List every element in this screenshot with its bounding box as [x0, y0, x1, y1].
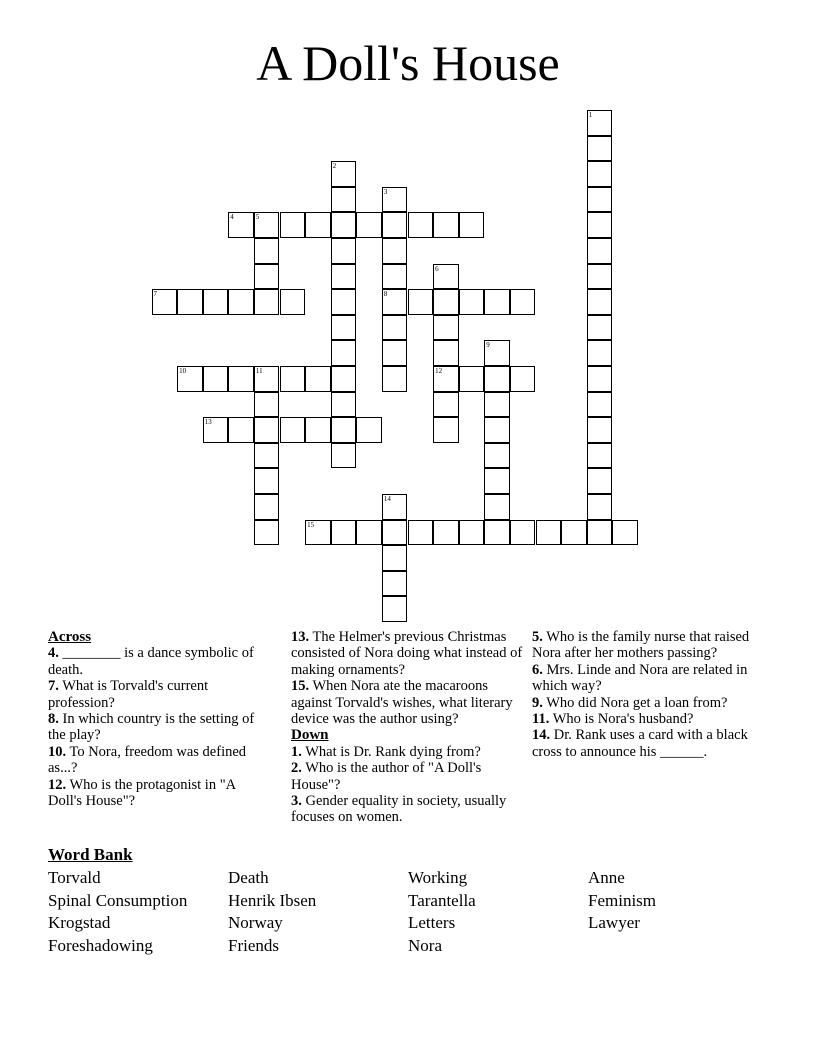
word-bank-item: Nora [408, 936, 442, 956]
clue-number: 5 [255, 213, 260, 222]
clues-column-1 [48, 629, 270, 809]
word-bank-column-3 [408, 867, 476, 958]
crossword-cell[interactable] [587, 443, 613, 469]
crossword-cell[interactable] [331, 264, 357, 290]
crossword-cell[interactable] [510, 520, 536, 546]
down-heading: Down [291, 727, 329, 744]
crossword-cell[interactable] [382, 315, 408, 341]
crossword-cell-9[interactable] [484, 340, 510, 366]
clue-number: 7 [153, 290, 157, 299]
crossword-cell[interactable] [587, 315, 613, 341]
crossword-cell[interactable] [587, 417, 613, 443]
crossword-cell-14[interactable] [382, 494, 408, 520]
clue-number: 13 [204, 418, 212, 427]
crossword-cell[interactable] [280, 366, 306, 392]
crossword-cell[interactable] [331, 366, 357, 392]
clue-down-3: 3. Gender equality in society, usually focuses on women. [291, 793, 507, 826]
crossword-cell-10[interactable] [177, 366, 203, 392]
crossword-cell[interactable] [254, 264, 280, 290]
crossword-cell[interactable] [203, 289, 229, 315]
crossword-cell[interactable] [382, 545, 408, 571]
clue-number: 12 [435, 367, 443, 375]
crossword-cell-2[interactable] [331, 161, 357, 187]
crossword-cell-4[interactable] [228, 212, 254, 238]
clue-number: 4 [230, 213, 234, 222]
crossword-cell[interactable] [459, 289, 485, 315]
crossword-cell-8[interactable] [382, 289, 408, 315]
crossword-cell[interactable] [587, 136, 613, 162]
crossword-cell[interactable] [382, 366, 408, 392]
crossword-cell[interactable] [587, 212, 613, 238]
crossword-cell[interactable] [459, 212, 485, 238]
crossword-cell[interactable] [433, 340, 459, 366]
word-bank-item: Feminism [588, 890, 657, 910]
word-bank-item: Spinal Consumption [48, 890, 188, 910]
crossword-cell[interactable] [484, 366, 510, 392]
crossword-cell[interactable] [536, 520, 562, 546]
crossword-cell-3[interactable] [382, 187, 408, 213]
clue-number: 3 [383, 187, 388, 196]
clue-number: 1 [588, 111, 593, 119]
crossword-cell[interactable] [587, 340, 613, 366]
crossword-cell[interactable] [433, 289, 459, 315]
crossword-cell[interactable] [433, 392, 459, 418]
clue-down-5: 5. Who is the family nurse that raised Nora after her mothers passing? [532, 629, 750, 662]
clue-number: 10 [179, 367, 187, 375]
crossword-cell[interactable] [356, 417, 382, 443]
crossword-cell-1[interactable] [587, 110, 613, 136]
word-bank-item: Anne [588, 868, 625, 887]
crossword-cell[interactable] [177, 289, 203, 315]
crossword-cell[interactable] [382, 340, 408, 366]
word-bank-column-4 [588, 867, 656, 935]
crossword-cell[interactable] [331, 520, 357, 546]
word-bank-item: Friends [228, 936, 279, 956]
word-bank-item: Death [228, 868, 269, 887]
word-bank-column-2 [228, 867, 316, 958]
crossword-cell[interactable] [587, 392, 613, 418]
crossword-cell[interactable] [484, 289, 510, 315]
clue-down-14: 14. Dr. Rank uses a card with a black cross to announce his ______. [532, 727, 748, 760]
crossword-cell[interactable] [331, 443, 357, 469]
word-bank-item: Foreshadowing [48, 936, 153, 956]
clue-across-13: 13. The Helmer's previous Christmas consisted of Nora doing what instead of making ornaments? [291, 629, 523, 678]
crossword-cell[interactable] [484, 468, 510, 494]
crossword-cell[interactable] [510, 366, 536, 392]
crossword-cell[interactable] [587, 238, 613, 264]
crossword-cell[interactable] [408, 289, 434, 315]
word-bank-item: Norway [228, 913, 283, 933]
crossword-cell[interactable] [331, 315, 357, 341]
crossword-cell[interactable] [280, 289, 306, 315]
crossword-cell[interactable] [305, 417, 331, 443]
clue-number: 15 [307, 520, 315, 529]
crossword-cell-7[interactable] [152, 289, 178, 315]
crossword-cell[interactable] [459, 366, 485, 392]
crossword-cell[interactable] [382, 596, 408, 622]
crossword-cell[interactable] [356, 212, 382, 238]
crossword-cell[interactable] [561, 520, 587, 546]
crossword-cell[interactable] [382, 238, 408, 264]
crossword-cell[interactable] [228, 289, 254, 315]
crossword-cell[interactable] [587, 161, 613, 187]
clue-down-6: 6. Mrs. Linde and Nora are related in which way? [532, 661, 748, 695]
crossword-cell[interactable] [433, 212, 459, 238]
crossword-cell[interactable] [510, 289, 536, 315]
word-bank-item: Torvald [48, 868, 101, 887]
crossword-cell[interactable] [254, 443, 280, 469]
crossword-cell[interactable] [382, 520, 408, 546]
clue-across-15: 15. When Nora ate the macaroons against Torvald's wishes, what literary device was the author using? [291, 678, 513, 728]
crossword-cell[interactable] [305, 212, 331, 238]
clues-column-2 [291, 629, 531, 826]
clue-across-4: 4. ________ is a dance symbolic of death. [48, 645, 254, 678]
crossword-cell[interactable] [587, 264, 613, 290]
crossword-cell[interactable] [587, 366, 613, 392]
word-bank-item: Tarantella [408, 890, 476, 910]
crossword-cell-12[interactable] [433, 366, 459, 392]
crossword-cell[interactable] [587, 187, 613, 213]
clue-number: 6 [435, 264, 439, 273]
crossword-cell[interactable] [331, 340, 357, 366]
crossword-cell[interactable] [382, 571, 408, 597]
across-heading: Across [48, 629, 92, 645]
crossword-cell[interactable] [459, 520, 485, 546]
crossword-cell[interactable] [228, 366, 254, 392]
clue-across-12: 12. Who is the protagonist in "A Doll's House"? [48, 776, 236, 810]
crossword-cell[interactable] [587, 494, 613, 520]
crossword-cell[interactable] [408, 212, 434, 238]
clue-down-11: 11. Who is Nora's husband? [532, 711, 694, 728]
crossword-cell[interactable] [331, 392, 357, 418]
crossword-cell[interactable] [280, 417, 306, 443]
clue-down-1: 1. What is Dr. Rank dying from? [291, 743, 481, 760]
crossword-cell[interactable] [433, 315, 459, 341]
crossword-cell[interactable] [484, 520, 510, 546]
crossword-cell[interactable] [612, 520, 638, 546]
clue-across-8: 8. In which country is the setting of the play? [48, 711, 255, 744]
crossword-cell-5[interactable] [254, 212, 280, 238]
clue-number: 14 [383, 495, 391, 503]
crossword-cell[interactable] [484, 417, 510, 443]
crossword-cell[interactable] [433, 417, 459, 443]
crossword-cell[interactable] [254, 238, 280, 264]
crossword-cell-6[interactable] [433, 264, 459, 290]
crossword-cell[interactable] [382, 212, 408, 238]
crossword-cell[interactable] [484, 443, 510, 469]
crossword-cell[interactable] [331, 212, 357, 238]
word-bank-item: Letters [408, 913, 456, 933]
word-bank-item: Henrik Ibsen [228, 890, 317, 910]
crossword-cell[interactable] [305, 366, 331, 392]
crossword-cell[interactable] [228, 417, 254, 443]
clue-number: 9 [486, 341, 490, 350]
crossword-cell[interactable] [587, 289, 613, 315]
clue-across-7: 7. What is Torvald's current profession? [48, 678, 209, 711]
crossword-cell[interactable] [331, 289, 357, 315]
crossword-cell[interactable] [203, 366, 229, 392]
crossword-cell[interactable] [331, 417, 357, 443]
word-bank-item: Lawyer [588, 913, 640, 933]
clue-number: 2 [332, 162, 337, 171]
crossword-cell[interactable] [356, 520, 382, 546]
clue-down-9: 9. Who did Nora get a loan from? [532, 694, 728, 711]
crossword-cell[interactable] [254, 392, 280, 418]
word-bank-column-1 [48, 867, 187, 958]
crossword-cell[interactable] [408, 520, 434, 546]
word-bank-item: Working [408, 868, 468, 887]
crossword-cell[interactable] [254, 289, 280, 315]
page-title: A Doll's House [256, 35, 560, 91]
crossword-cell-15[interactable] [305, 520, 331, 546]
clue-down-2: 2. Who is the author of "A Doll's House"? [291, 760, 482, 793]
crossword-cell[interactable] [254, 417, 280, 443]
clue-number: 11 [255, 367, 263, 375]
crossword-cell[interactable] [382, 264, 408, 290]
crossword-cell[interactable] [331, 238, 357, 264]
crossword-cell[interactable] [331, 187, 357, 213]
clue-number: 8 [383, 290, 388, 299]
crossword-cell[interactable] [484, 392, 510, 418]
crossword-cell[interactable] [433, 520, 459, 546]
crossword-cell[interactable] [254, 520, 280, 546]
word-bank-item: Krogstad [48, 913, 111, 933]
clue-across-10: 10. To Nora, freedom was defined as...? [48, 743, 247, 777]
crossword-cell[interactable] [280, 212, 306, 238]
crossword-cell-13[interactable] [203, 417, 229, 443]
crossword-cell-11[interactable] [254, 366, 280, 392]
crossword-cell[interactable] [484, 494, 510, 520]
word-bank-title: Word Bank [48, 845, 133, 864]
crossword-cell[interactable] [587, 468, 613, 494]
crossword-cell[interactable] [254, 494, 280, 520]
crossword-cell[interactable] [254, 468, 280, 494]
crossword-cell[interactable] [587, 520, 613, 546]
clues-column-3 [532, 629, 772, 760]
